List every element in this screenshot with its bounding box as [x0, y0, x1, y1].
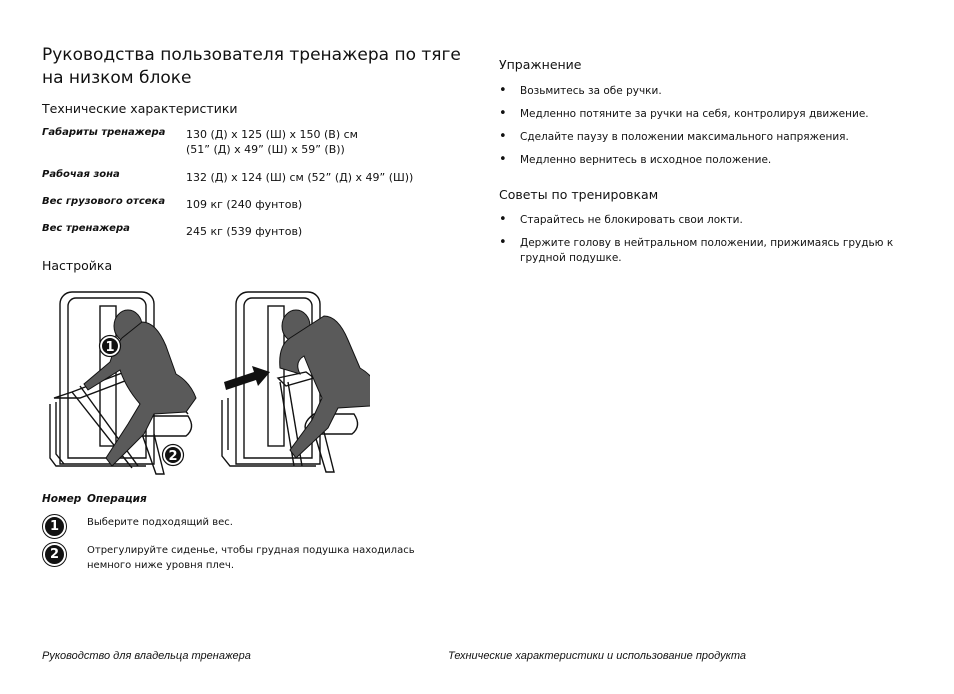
- spec-value-workspace: 132 (Д) x 124 (Ш) см (52” (Д) x 49” (Ш)): [186, 171, 414, 184]
- spec-value-dimensions: [186, 127, 456, 157]
- operations-col-operation: Операция: [87, 493, 147, 505]
- operation-text-2: Отрегулируйте сиденье, чтобы грудная подушка находилась немного ниже уровня плеч.: [87, 545, 415, 571]
- spec-label-machine-weight: Вес тренажера: [42, 223, 130, 234]
- exercise-step: • Медленно потяните за ручки на себя, контролируя движение.: [499, 107, 909, 122]
- spec-label-workspace: Рабочая зона: [42, 169, 120, 180]
- setup-badge-2: [163, 445, 184, 466]
- tips-list: [499, 213, 894, 266]
- exercise-step: • Возьмитесь за обе ручки.: [499, 84, 909, 99]
- setup-illustration-start: [42, 286, 202, 482]
- exercise-list: [499, 84, 909, 168]
- page-title: Руководства пользователя тренажера по тяге на низком блоке: [42, 45, 461, 88]
- exercise-step: • Медленно вернитесь в исходное положение.: [499, 153, 909, 168]
- tip-item: • Держите голову в нейтральном положении, прижимаясь грудью к грудной подушке.: [499, 236, 894, 266]
- specs-heading: Технические характеристики: [42, 101, 238, 116]
- setup-illustration-pull: [210, 286, 370, 482]
- setup-badge-1-label: 1: [105, 340, 115, 355]
- spec-value-machine-weight: 245 кг (539 фунтов): [186, 225, 303, 238]
- footer-left: Руководство для владельца тренажера: [42, 650, 251, 662]
- spec-value-dimensions-metric: 130 (Д) x 125 (Ш) x 150 (В) см: [186, 128, 358, 141]
- footer-right: Технические характеристики и использование продукта: [448, 650, 747, 662]
- setup-badge-2-label: 2: [168, 449, 178, 464]
- tip-item: • Старайтесь не блокировать свои локти.: [499, 213, 894, 228]
- spec-label-dimensions: Габариты тренажера: [42, 127, 166, 138]
- operation-number-2: 2: [43, 543, 66, 566]
- setup-badge-1: [100, 336, 121, 357]
- operation-number-1: 1: [43, 515, 66, 538]
- spec-value-weight-stack: 109 кг (240 фунтов): [186, 198, 303, 211]
- exercise-heading: Упражнение: [499, 57, 582, 72]
- tips-heading: Советы по тренировкам: [499, 187, 659, 202]
- operation-text-1: Выберите подходящий вес.: [87, 517, 233, 528]
- operations-col-number: Номер: [42, 493, 82, 505]
- setup-heading: Настройка: [42, 258, 113, 273]
- spec-label-weight-stack: Вес грузового отсека: [42, 196, 166, 207]
- spec-value-dimensions-imperial: (51” (Д) x 49” (Ш) x 59” (В)): [186, 143, 345, 156]
- exercise-step: • Сделайте паузу в положении максимального напряжения.: [499, 130, 909, 145]
